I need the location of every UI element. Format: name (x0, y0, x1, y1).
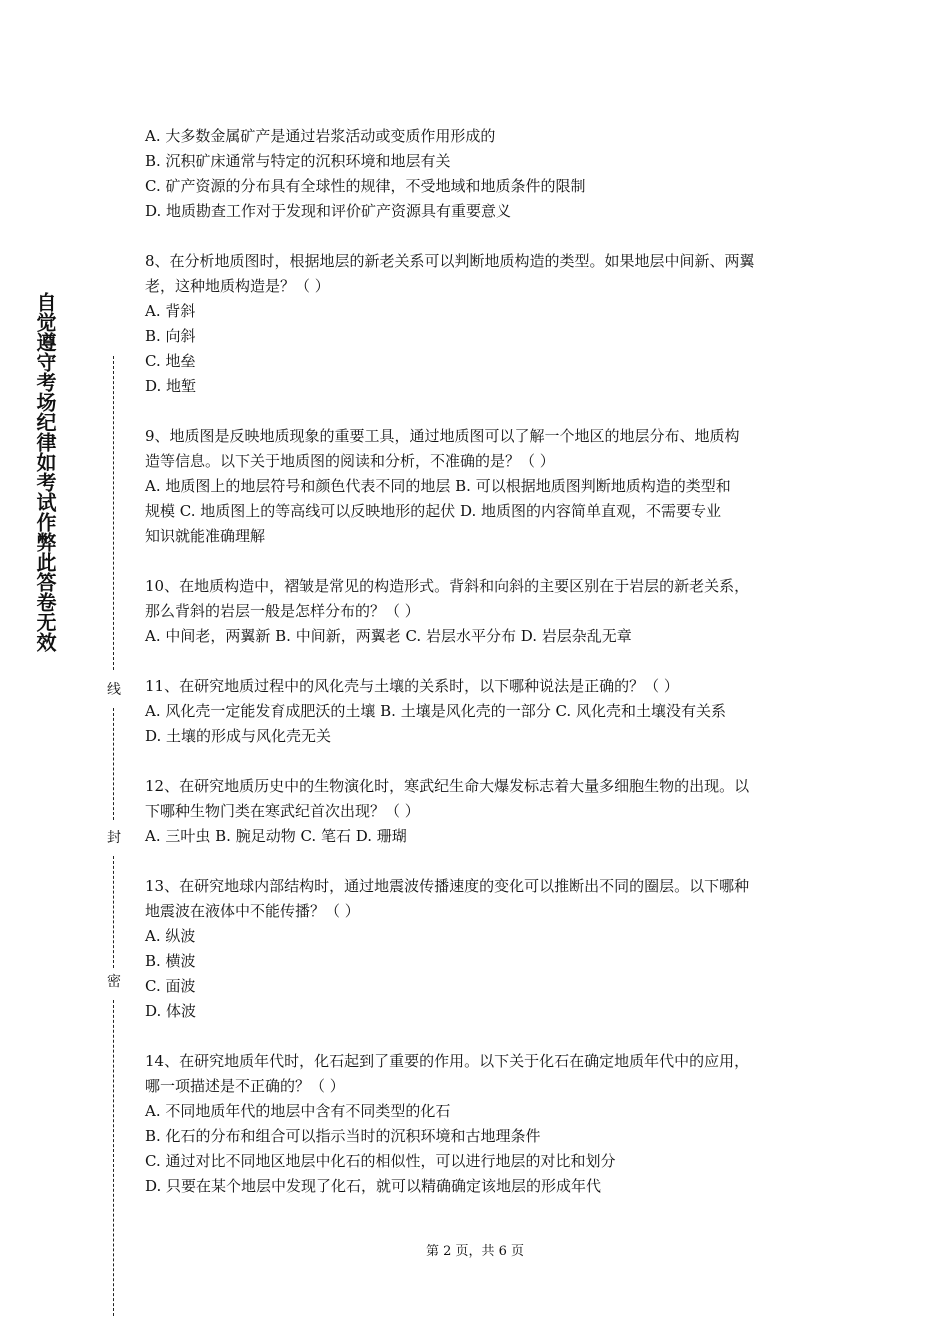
exam-discipline-notice: 自觉遵守考场纪律如考试作弊此答卷无效 (33, 292, 57, 652)
option-line: A. 风化壳一定能发育成肥沃的土壤 B. 土壤是风化壳的一部分 C. 风化壳和土壤没有关系 (145, 702, 726, 720)
option-line: D. 地质勘查工作对于发现和评价矿产资源具有重要意义 (145, 202, 512, 220)
question-text: 13、在研究地球内部结构时，通过地震波传播速度的变化可以推断出不同的圈层。以下哪种 (145, 877, 750, 895)
option-line: C. 面波 (145, 977, 196, 995)
question-8 (145, 249, 815, 399)
binding-label-seal: 封 (107, 830, 121, 846)
option-line: C. 地垒 (145, 352, 196, 370)
option-line: 知识就能准确理解 (145, 527, 266, 545)
question-text: 14、在研究地质年代时，化石起到了重要的作用。以下关于化石在确定地质年代中的应用， (145, 1052, 750, 1070)
question-text: 那么背斜的岩层一般是怎样分布的？（ ） (145, 602, 420, 620)
binding-line-segment (113, 708, 114, 820)
option-line: C. 通过对比不同地区地层中化石的相似性，可以进行地层的对比和划分 (145, 1152, 616, 1170)
question-text: 12、在研究地质历史中的生物演化时，寒武纪生命大爆发标志着大量多细胞生物的出现。以 (145, 777, 750, 795)
option-line: 规模 C. 地质图上的等高线可以反映地形的起伏 D. 地质图的内容简单直观，不需要专业 (145, 502, 722, 520)
question-text: 8、在分析地质图时，根据地层的新老关系可以判断地质构造的类型。如果地层中间新、两翼 (145, 252, 755, 270)
option-line: B. 向斜 (145, 327, 196, 345)
question-14 (145, 1049, 815, 1199)
question-content (145, 124, 815, 1199)
option-line: C. 矿产资源的分布具有全球性的规律，不受地域和地质条件的限制 (145, 177, 586, 195)
option-line: B. 沉积矿床通常与特定的沉积环境和地层有关 (145, 152, 451, 170)
binding-label-line: 线 (107, 682, 121, 698)
question-12 (145, 774, 815, 849)
question-text: 地震波在液体中不能传播？（ ） (145, 902, 360, 920)
question-text: 11、在研究地质过程中的风化壳与土壤的关系时，以下哪种说法是正确的？（ ） (145, 677, 679, 695)
option-line: A. 背斜 (145, 302, 196, 320)
option-line: A. 纵波 (145, 927, 196, 945)
option-line: A. 不同地质年代的地层中含有不同类型的化石 (145, 1102, 451, 1120)
option-line: B. 化石的分布和组合可以指示当时的沉积环境和古地理条件 (145, 1127, 541, 1145)
binding-line-segment (113, 356, 114, 670)
option-line: A. 中间老，两翼新 B. 中间新，两翼老 C. 岩层水平分布 D. 岩层杂乱无章 (145, 627, 632, 645)
option-line: A. 大多数金属矿产是通过岩浆活动或变质作用形成的 (145, 127, 496, 145)
question-9 (145, 424, 815, 549)
binding-line-segment (113, 1000, 114, 1316)
prev-question-options (145, 124, 815, 224)
option-line: A. 地质图上的地层符号和颜色代表不同的地层 B. 可以根据地质图判断地质构造的类型和 (145, 477, 731, 495)
option-line: D. 只要在某个地层中发现了化石，就可以精确确定该地层的形成年代 (145, 1177, 602, 1195)
question-13 (145, 874, 815, 1024)
question-text: 哪一项描述是不正确的？（ ） (145, 1077, 345, 1095)
question-10 (145, 574, 815, 649)
option-line: D. 地堑 (145, 377, 197, 395)
binding-line-segment (113, 856, 114, 968)
question-11 (145, 674, 815, 749)
question-text: 9、地质图是反映地质现象的重要工具，通过地质图可以了解一个地区的地层分布、地质构 (145, 427, 740, 445)
option-line: D. 土壤的形成与风化壳无关 (145, 727, 332, 745)
question-text: 造等信息。以下关于地质图的阅读和分析，不准确的是？（ ） (145, 452, 555, 470)
option-line: B. 横波 (145, 952, 196, 970)
question-text: 老，这种地质构造是？（ ） (145, 277, 330, 295)
question-text: 下哪种生物门类在寒武纪首次出现？（ ） (145, 802, 420, 820)
binding-label-secret: 密 (107, 974, 121, 990)
question-text: 10、在地质构造中，褶皱是常见的构造形式。背斜和向斜的主要区别在于岩层的新老关系， (145, 577, 750, 595)
page-number: 第 2 页，共 6 页 (425, 1244, 525, 1259)
option-line: D. 体波 (145, 1002, 197, 1020)
option-line: A. 三叶虫 B. 腕足动物 C. 笔石 D. 珊瑚 (145, 827, 407, 845)
